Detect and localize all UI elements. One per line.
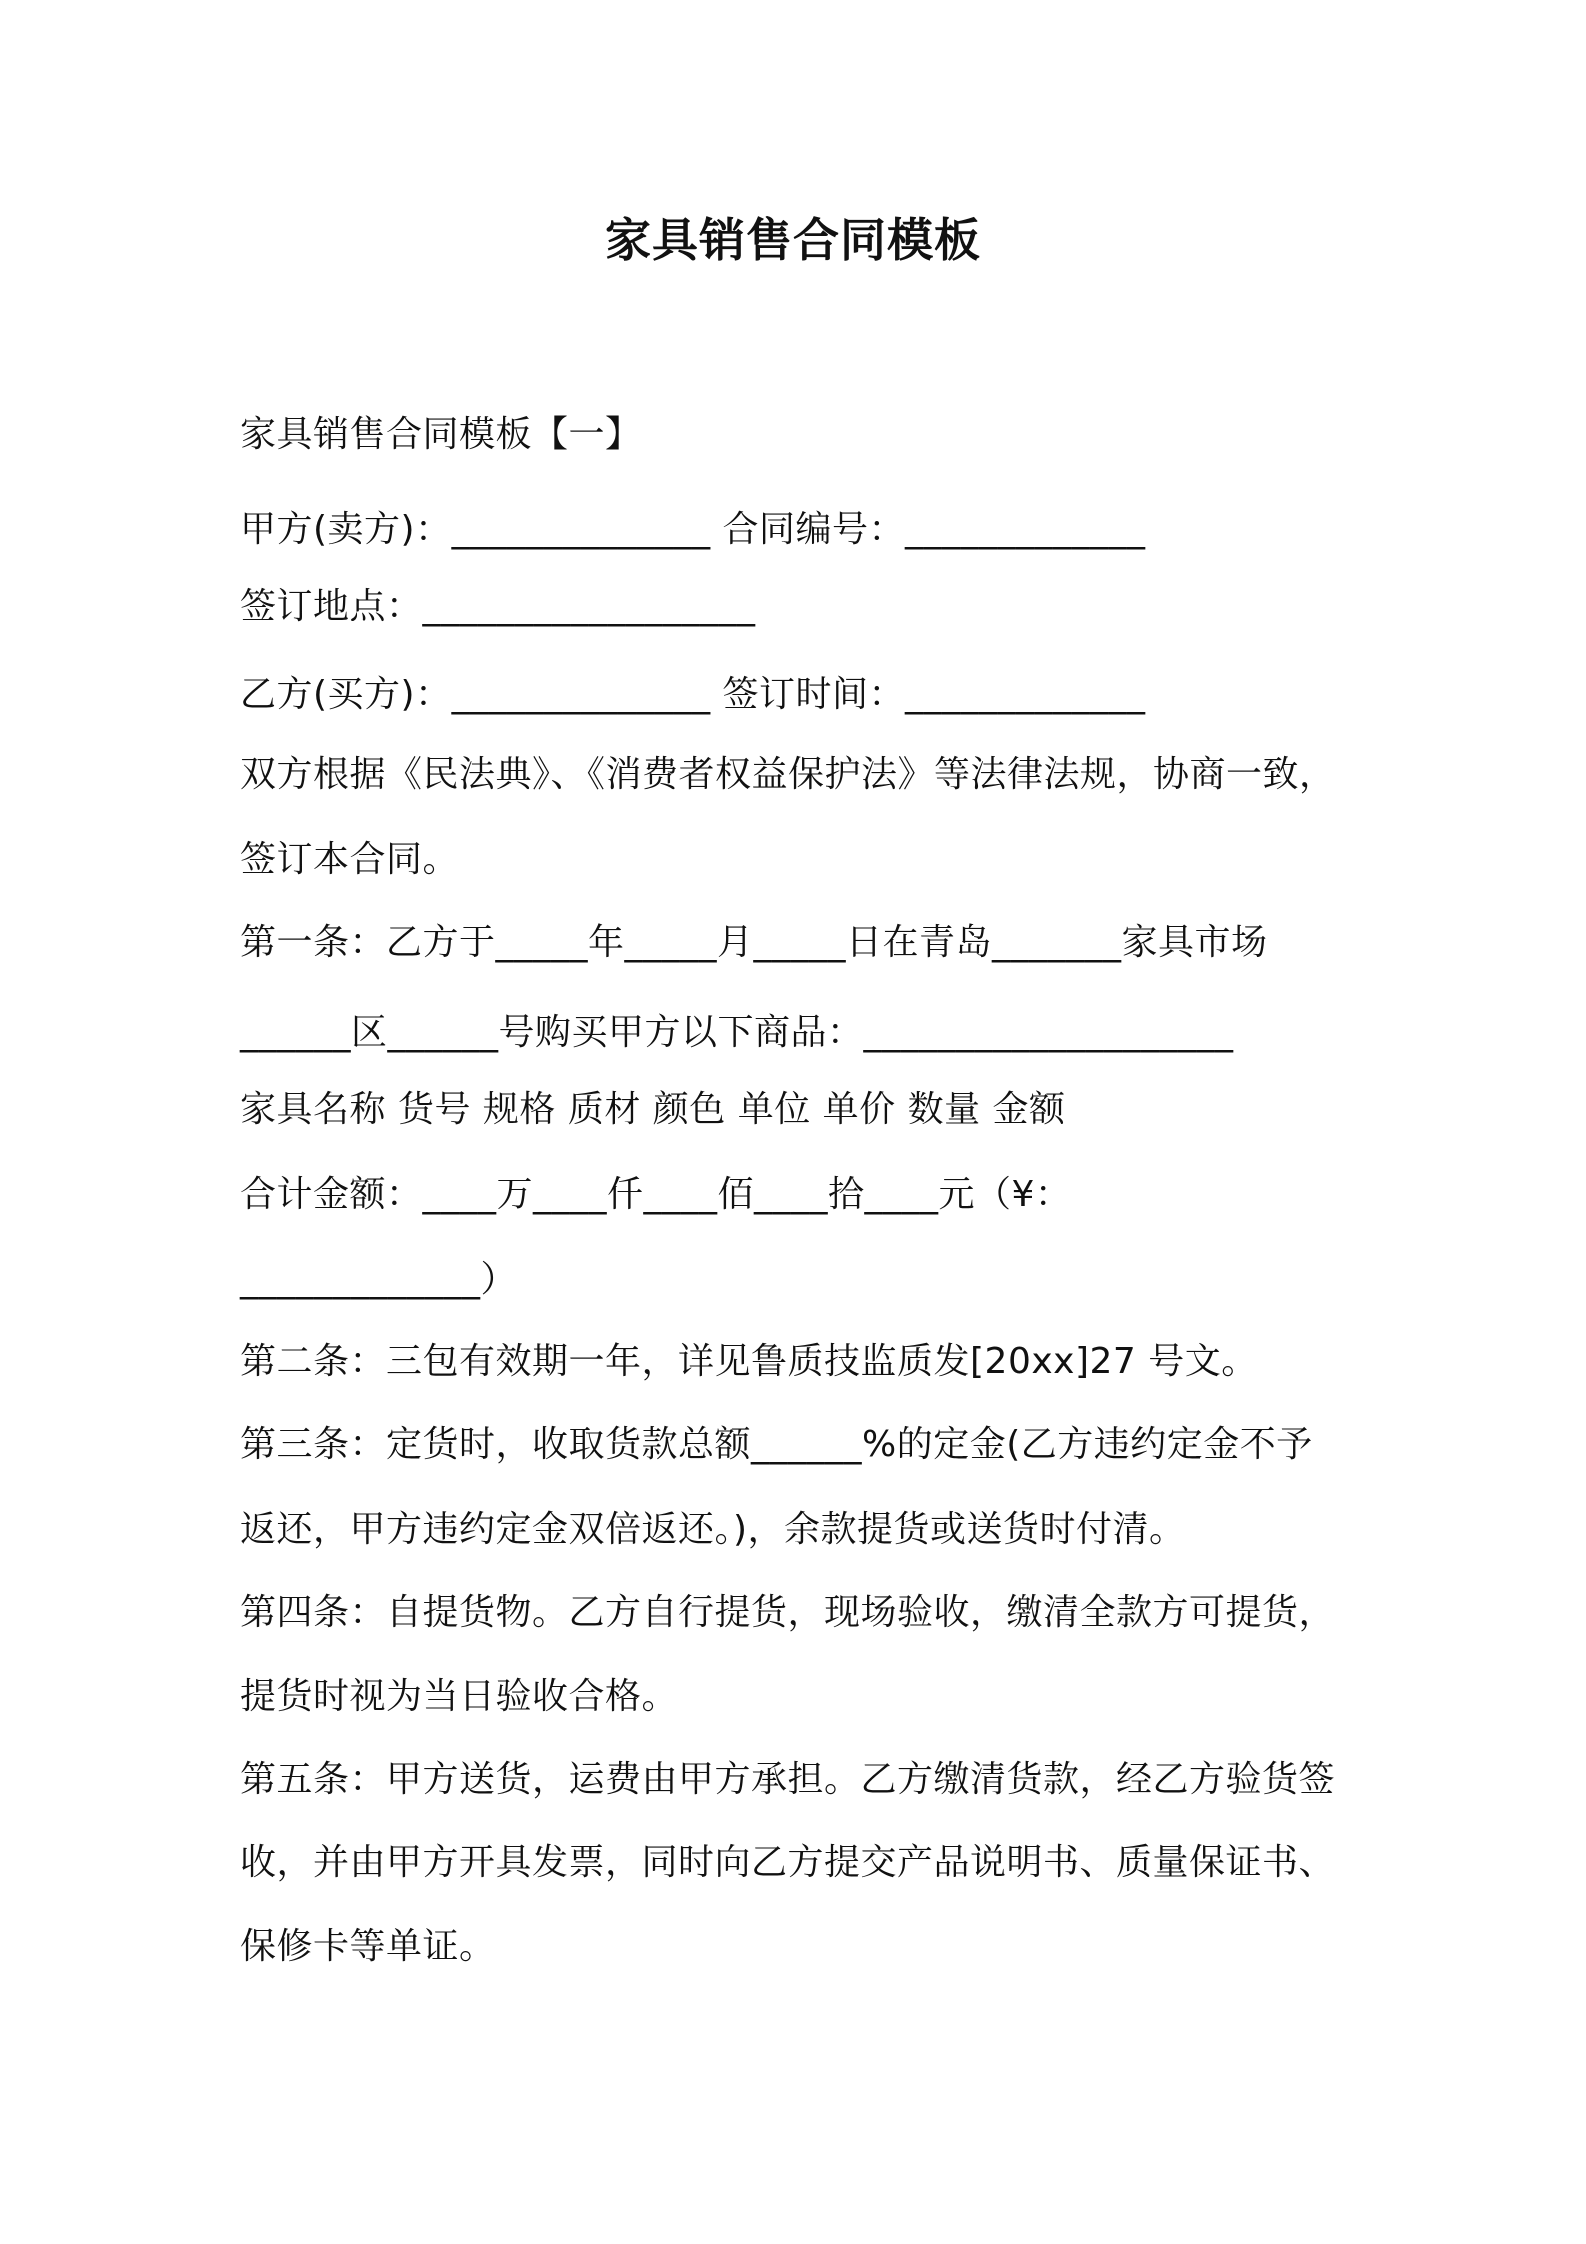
article-3-line-1: 第三条：定货时，收取货款总额______%的定金(乙方违约定金不予 xyxy=(240,1424,1313,1465)
preamble-line-1: 双方根据《民法典》、《消费者权益保护法》等法律法规，协商一致， xyxy=(240,754,1336,795)
preamble-line-2: 签订本合同。 xyxy=(240,839,460,880)
article-4-line-2: 提货时视为当日验收合格。 xyxy=(240,1676,679,1717)
document-title: 家具销售合同模板 xyxy=(605,213,981,267)
total-amount-line-2: _____________） xyxy=(240,1259,517,1300)
section-heading: 家具销售合同模板【一】 xyxy=(240,414,642,455)
article-5-line-3: 保修卡等单证。 xyxy=(240,1926,496,1967)
article-1-line-2: ______区______号购买甲方以下商品：____________________ xyxy=(240,1012,1234,1053)
seller-contract-number-line: 甲方(卖方)：______________ 合同编号：_____________ xyxy=(240,509,1146,550)
article-3-line-2: 返还，甲方违约定金双倍返还。)，余款提货或送货时付清。 xyxy=(240,1509,1186,1550)
article-2-line: 第二条：三包有效期一年，详见鲁质技监质发[20xx]27 号文。 xyxy=(240,1341,1258,1382)
article-1-line-1: 第一条：乙方于_____年_____月_____日在青岛_______家具市场 xyxy=(240,922,1268,963)
total-amount-line-1: 合计金额：____万____仟____佰____拾____元（¥： xyxy=(240,1174,1072,1215)
signing-place-line: 签订地点：__________________ xyxy=(240,586,756,627)
article-5-line-1: 第五条：甲方送货，运费由甲方承担。乙方缴清货款，经乙方验货签 xyxy=(240,1759,1336,1800)
article-4-line-1: 第四条：自提货物。乙方自行提货，现场验收，缴清全款方可提货， xyxy=(240,1592,1336,1633)
goods-table-header: 家具名称 货号 规格 质材 颜色 单位 单价 数量 金额 xyxy=(240,1089,1066,1130)
buyer-signing-time-line: 乙方(买方)：______________ 签订时间：_____________ xyxy=(240,674,1146,715)
article-5-line-2: 收，并由甲方开具发票，同时向乙方提交产品说明书、质量保证书、 xyxy=(240,1842,1336,1883)
